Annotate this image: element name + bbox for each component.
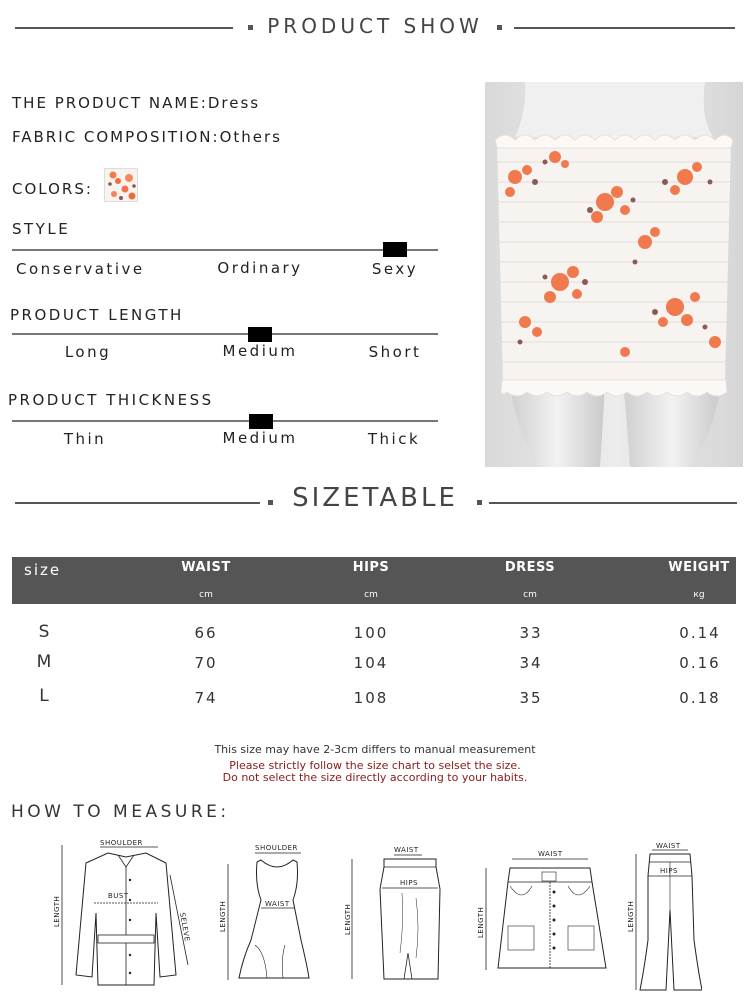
row-m-dress: 34: [519, 654, 543, 672]
length-option-long: Long: [64, 343, 112, 361]
dress-column-title: DRESS: [504, 560, 556, 575]
hips-column-title: HIPS: [352, 560, 390, 575]
length-scale-marker[interactable]: [248, 327, 272, 342]
sizetable-line-right: [489, 502, 737, 504]
dress-measure-diagram: [215, 840, 315, 989]
length-scale-title: PRODUCT LENGTH: [10, 306, 184, 324]
note-follow-size-chart: Please strictly follow the size chart to selset the size.: [229, 759, 521, 772]
colors-label: COLORS:: [12, 180, 93, 198]
row-s-size: S: [38, 622, 52, 642]
dress-shoulder-label: SHOULDER: [255, 844, 298, 852]
note-do-not-select-by-habit: Do not select the size directly according to your habits.: [222, 771, 528, 784]
style-option-ordinary: Ordinary: [217, 259, 303, 277]
weight-column-title: WEIGHT: [668, 560, 730, 575]
product-show-title: PRODUCT SHOW: [267, 14, 483, 38]
weight-column-unit: кg: [693, 590, 705, 600]
jacket-measure-diagram: [48, 835, 198, 994]
row-m-waist: 70: [194, 654, 218, 672]
pants-measure-diagram: [622, 840, 702, 999]
product-show-header: [0, 8, 750, 48]
length-scale-line: [12, 333, 438, 335]
pants-length-label: LENGTH: [627, 900, 635, 932]
row-s-weight: 0.14: [679, 624, 721, 642]
thickness-option-thick: Thick: [367, 430, 421, 448]
pants-hips-label: HIPS: [660, 867, 678, 875]
thickness-option-thin: Thin: [63, 430, 107, 448]
note-measurement-difference: This size may have 2-3cm differs to manual measurement: [214, 743, 536, 756]
header-line-right: [514, 27, 735, 29]
size-table-header: [12, 557, 736, 604]
row-s-dress: 33: [519, 624, 543, 642]
skirt-length-label: LENGTH: [344, 903, 352, 935]
color-swatch[interactable]: [104, 168, 138, 202]
hips-column-unit: cm: [364, 590, 378, 600]
row-l-hips: 108: [353, 689, 389, 707]
row-m-hips: 104: [353, 654, 389, 672]
jacket-length-label: LENGTH: [53, 895, 61, 927]
product-photo: [485, 82, 743, 467]
style-scale-title: STYLE: [12, 220, 71, 238]
sizetable-title: SIZETABLE: [292, 483, 458, 513]
row-l-size: L: [39, 686, 51, 706]
style-option-conservative: Conservative: [16, 260, 145, 278]
thickness-scale-line: [12, 420, 438, 422]
row-s-waist: 66: [194, 624, 218, 642]
row-l-waist: 74: [194, 689, 218, 707]
thickness-scale-title: PRODUCT THICKNESS: [8, 391, 214, 409]
denim-skirt-measure-diagram: [470, 846, 620, 980]
row-s-hips: 100: [353, 624, 389, 642]
row-m-size: M: [36, 652, 54, 672]
denim-waist-label: WAIST: [538, 850, 563, 858]
row-l-dress: 35: [519, 689, 543, 707]
jacket-bust-label: BUST: [108, 892, 129, 900]
header-dot-right: [497, 25, 502, 30]
jacket-sleeve-label: SELEVE: [178, 911, 192, 943]
size-column-label: size: [24, 561, 62, 579]
style-option-sexy: Sexy: [371, 260, 419, 278]
denim-length-label: LENGTH: [477, 906, 485, 938]
length-option-short: Short: [368, 343, 422, 361]
row-l-weight: 0.18: [679, 689, 721, 707]
row-m-weight: 0.16: [679, 654, 721, 672]
length-option-medium: Medium: [222, 342, 298, 360]
thickness-option-medium: Medium: [222, 429, 298, 447]
style-scale-line: [12, 249, 438, 251]
style-scale-marker[interactable]: [383, 242, 407, 257]
dress-length-label: LENGTH: [219, 900, 227, 932]
thickness-scale-marker[interactable]: [249, 414, 273, 429]
skirt-measure-diagram: [342, 843, 447, 992]
fabric-composition-line: FABRIC COMPOSITION:Others: [12, 128, 282, 146]
skirt-waist-label: WAIST: [394, 846, 419, 854]
jacket-shoulder-label: SHOULDER: [100, 839, 143, 847]
how-to-measure-title: HOW TO MEASURE:: [11, 802, 230, 822]
skirt-hips-label: HIPS: [400, 879, 418, 887]
product-name-line: THE PRODUCT NAME:Dress: [12, 94, 261, 112]
waist-column-unit: cm: [199, 590, 213, 600]
dress-waist-label: WAIST: [265, 900, 290, 908]
sizetable-dot-right: [477, 500, 482, 505]
sizetable-header: [0, 480, 750, 520]
dress-column-unit: cm: [523, 590, 537, 600]
pants-waist-label: WAIST: [656, 842, 681, 850]
waist-column-title: WAIST: [181, 560, 231, 575]
